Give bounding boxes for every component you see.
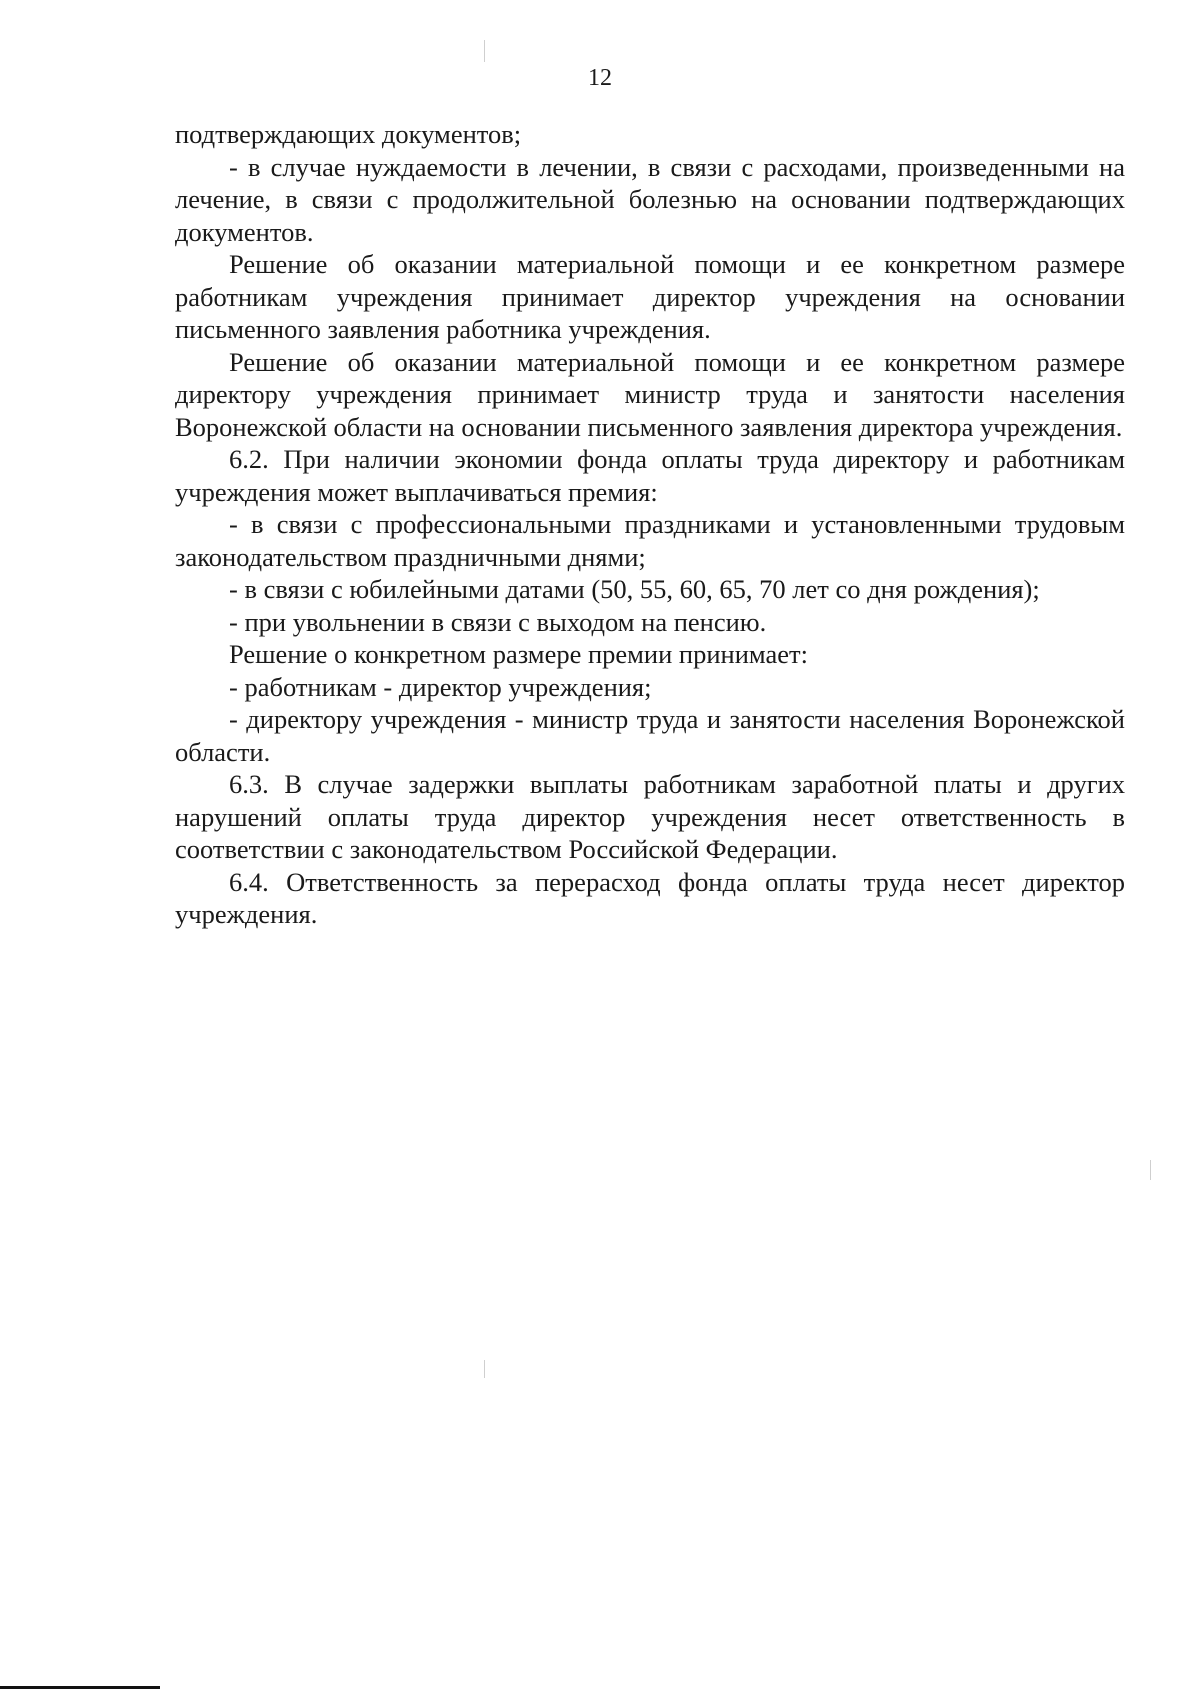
list-item-professional-holidays: - в связи с профессиональными праздниками и установленными трудовым законодательством праздничными днями; [175, 509, 1125, 572]
scan-artifact [484, 40, 485, 62]
paragraph-medical-treatment: - в случае нуждаемости в лечении, в связи с расходами, произведенными на лечение, в связи с продолжительной болезнью на основании подтверждающих документов. [175, 151, 1125, 247]
paragraph-section-6-2: 6.2. При наличии экономии фонда оплаты труда директору и работникам учреждения может выплачиваться премия: [175, 444, 1125, 507]
paragraph-decision-employees: Решение об оказании материальной помощи и ее конкретном размере работникам учреждения принимает директор учреждения на основании письменного заявления работника учреждения. [175, 249, 1125, 344]
list-item-anniversaries: - в связи с юбилейными датами (50, 55, 60, 65, 70 лет со дня рождения); [229, 574, 1040, 604]
paragraph-continuation: подтверждающих документов; [175, 119, 522, 149]
scan-artifact [1150, 1160, 1151, 1180]
bottom-edge-line [0, 1686, 160, 1689]
paragraph-bonus-decision: Решение о конкретном размере премии принимает: [229, 639, 808, 669]
scan-artifact [484, 1360, 485, 1378]
paragraph-section-6-3: 6.3. В случае задержки выплаты работникам заработной платы и других нарушений оплаты труда директор учреждения несет ответственность в соответствии с законодательством Российской Федерации. [175, 769, 1125, 864]
list-item-director-minister: - директору учреждения - министр труда и занятости населения Воронежской области. [175, 704, 1125, 767]
list-item-employees-director: - работникам - директор учреждения; [229, 671, 652, 702]
page-number: 12 [588, 65, 612, 91]
paragraph-decision-director: Решение об оказании материальной помощи и ее конкретном размере директору учреждения принимает министр труда и занятости населения Воронежской области на основании письменного заявления директора учреждения. [175, 346, 1125, 442]
list-item-retirement: - при увольнении в связи с выходом на пенсию. [229, 606, 767, 637]
document-body [175, 118, 1125, 931]
paragraph-section-6-4: 6.4. Ответственность за перерасход фонда оплаты труда несет директор учреждения. [175, 866, 1125, 929]
